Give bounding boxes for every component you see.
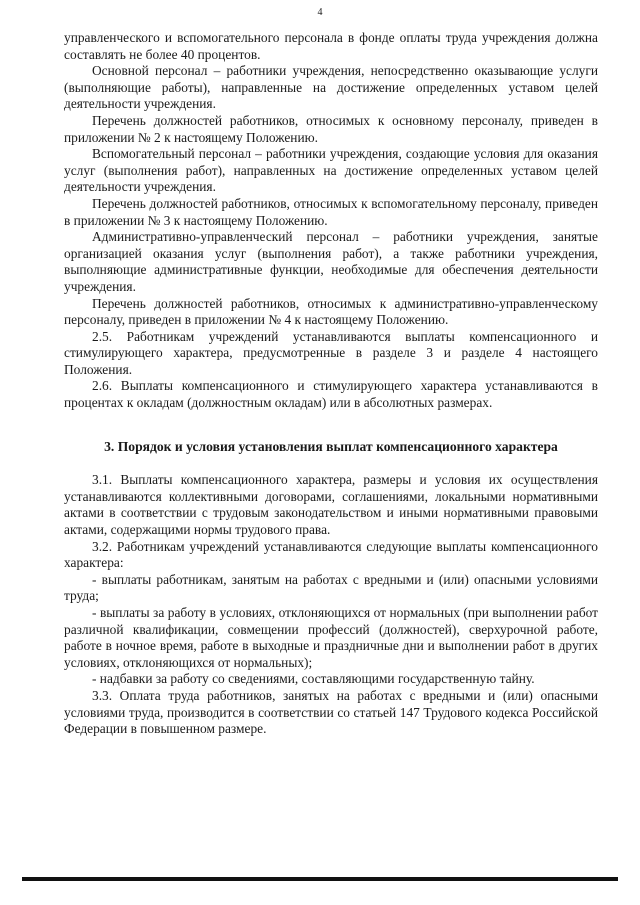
list-item: - выплаты работникам, занятым на работах с вредными и (или) опасными условиями труда; — [64, 571, 598, 604]
paragraph: 3.1. Выплаты компенсационного характера, размеры и условия их осуществления устанавливаются коллективными договорами, соглашениями, локальными нормативными актами в соответствии с трудовым законодательством и иными нормативными правовыми актами, содержащими нормы трудового права. — [64, 472, 598, 538]
bottom-divider — [22, 877, 618, 881]
list-item: - выплаты за работу в условиях, отклоняющихся от нормальных (при выполнении работ различной квалификации, совмещении профессий (должностей), сверхурочной работе, работе в ночное время, работе в выходные и праздничные дни и выполнении работ в других условиях, отклоняющихся от нормальных); — [64, 605, 598, 670]
section-heading: 3. Порядок и условия установления выплат компенсационного характера — [104, 438, 558, 454]
paragraph: Перечень должностей работников, относимых к вспомогательному персоналу, приведен в приложении № 3 к настоящему Положению. — [64, 195, 598, 228]
paragraph: управленческого и вспомогательного персонала в фонде оплаты труда учреждения должна составлять не более 40 процентов. — [64, 30, 598, 62]
paragraph: Административно-управленческий персонал – работники учреждения, занятые организацией оказания услуг (выполнения работ), а также работники учреждения, выполняющие административные функции, необходимые для обеспечения деятельности учреждения. — [64, 229, 598, 294]
document-body — [64, 30, 598, 738]
paragraph: 3.3. Оплата труда работников, занятых на работах с вредными и (или) опасными условиями труда, производится в соответствии со статьей 147 Трудового кодекса Российской Федерации в повышенном размере. — [64, 687, 598, 737]
paragraph: Перечень должностей работников, относимых к административно-управленческому персоналу, приведен в приложении № 4 к настоящему Положению. — [64, 295, 598, 328]
paragraph: 3.2. Работникам учреждений устанавливаются следующие выплаты компенсационного характера: — [64, 538, 598, 571]
page-number: 4 — [317, 7, 323, 18]
paragraph: 2.5. Работникам учреждений устанавливаются выплаты компенсационного и стимулирующего характера, предусмотренные в разделе 3 и разделе 4 настоящего Положения. — [64, 328, 598, 377]
paragraph: Вспомогательный персонал – работники учреждения, создающие условия для оказания услуг (выполнения работ), направленных на достижение определенных уставом целей деятельности учреждения. — [64, 146, 598, 195]
paragraph: Перечень должностей работников, относимых к основному персоналу, приведен в приложении № 2 к настоящему Положению. — [64, 112, 598, 145]
paragraph: Основной персонал – работники учреждения, непосредственно оказывающие услуги (выполняющие работы), направленные на достижение определенных уставом целей деятельности учреждения. — [64, 63, 598, 112]
paragraph: 2.6. Выплаты компенсационного и стимулирующего характера устанавливаются в процентах к окладам (должностным окладам) или в абсолютных размерах. — [64, 378, 598, 411]
list-item: - надбавки за работу со сведениями, составляющими государственную тайну. — [92, 671, 535, 687]
